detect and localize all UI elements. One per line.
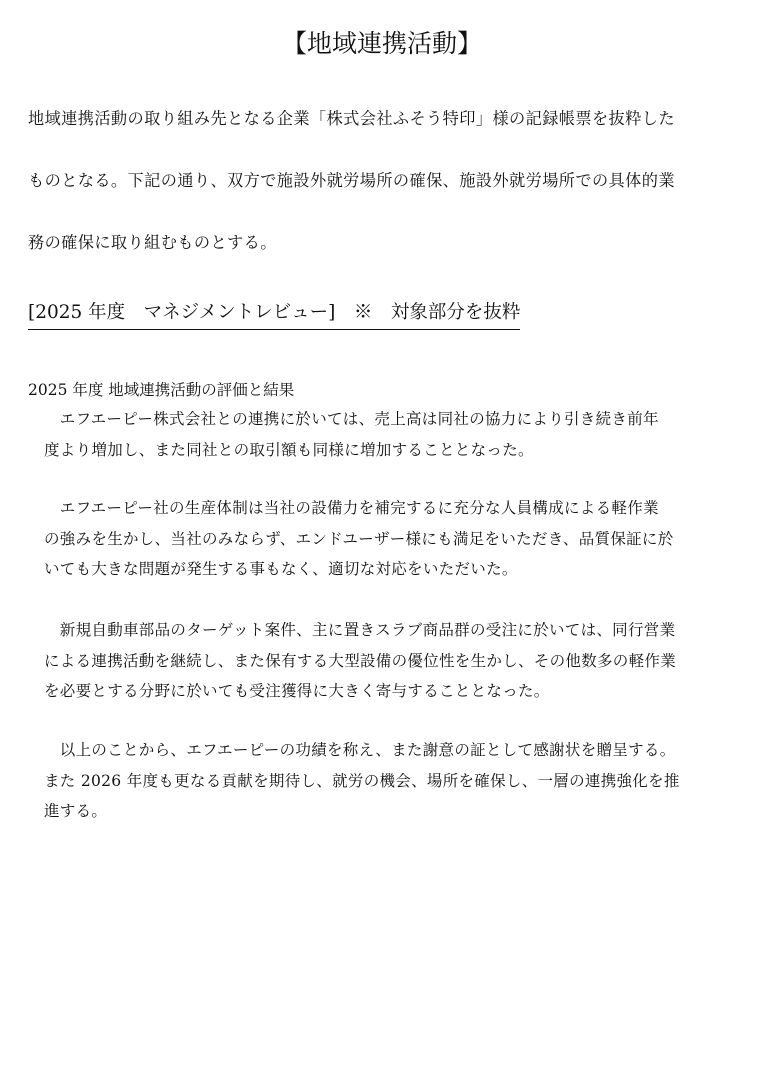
- paragraph-line: エフエーピー社の生産体制は当社の設備力を補完するに充分な人員構成による軽作業: [44, 499, 659, 517]
- paragraph-new-orders: [44, 615, 744, 707]
- section-heading: [2025 年度 マネジメントレビュー] ※ 対象部分を抜粋: [28, 298, 520, 330]
- page-title: 【地域連携活動】: [281, 29, 482, 58]
- paragraph-line: 度より増加し、また同社との取引額も同様に増加することとなった。: [44, 440, 534, 459]
- paragraph-line: 以上のことから、エフエーピーの功績を称え、また謝意の証として感謝状を贈呈する。: [44, 741, 676, 759]
- paragraph-line: エフエーピー株式会社との連携に於いては、売上高は同社の協力により引き続き前年: [44, 410, 659, 428]
- paragraph-line: 進する。: [44, 802, 108, 820]
- paragraph-line: 新規自動車部品のターゲット案件、主に置きスラブ商品群の受注に於いては、同行営業: [44, 621, 676, 639]
- paragraph-line: の強みを生かし、当社のみならず、エンドユーザー様にも満足をいただき、品質保証に於: [44, 529, 674, 548]
- intro-line: 務の確保に取り組むものとする。: [28, 233, 277, 252]
- paragraph-line: による連携活動を継続し、また保有する大型設備の優位性を生かし、その他数多の軽作業: [44, 651, 677, 670]
- paragraph-line: また 2026 年度も更なる貢献を期待し、就労の機会、場所を確保し、一層の連携強化を推: [44, 771, 680, 790]
- paragraph-partnership-sales: [44, 404, 744, 465]
- paragraph-production-system: [44, 493, 744, 585]
- paragraph-line: を必要とする分野に於いても受注獲得に大きく寄与することとなった。: [44, 682, 550, 700]
- intro-paragraph: [28, 88, 748, 274]
- paragraph-line: いても大きな問題が発生する事もなく、適切な対応をいただいた。: [44, 560, 518, 578]
- intro-line: ものとなる。下記の通り、双方で施設外就労場所の確保、施設外就労場所での具体的業: [28, 171, 675, 190]
- paragraph-conclusion: [44, 735, 744, 827]
- intro-line: 地域連携活動の取り組み先となる企業「株式会社ふそう特印」様の記録帳票を抜粋した: [28, 109, 675, 128]
- evaluation-title: 2025 年度 地域連携活動の評価と結果: [28, 381, 295, 399]
